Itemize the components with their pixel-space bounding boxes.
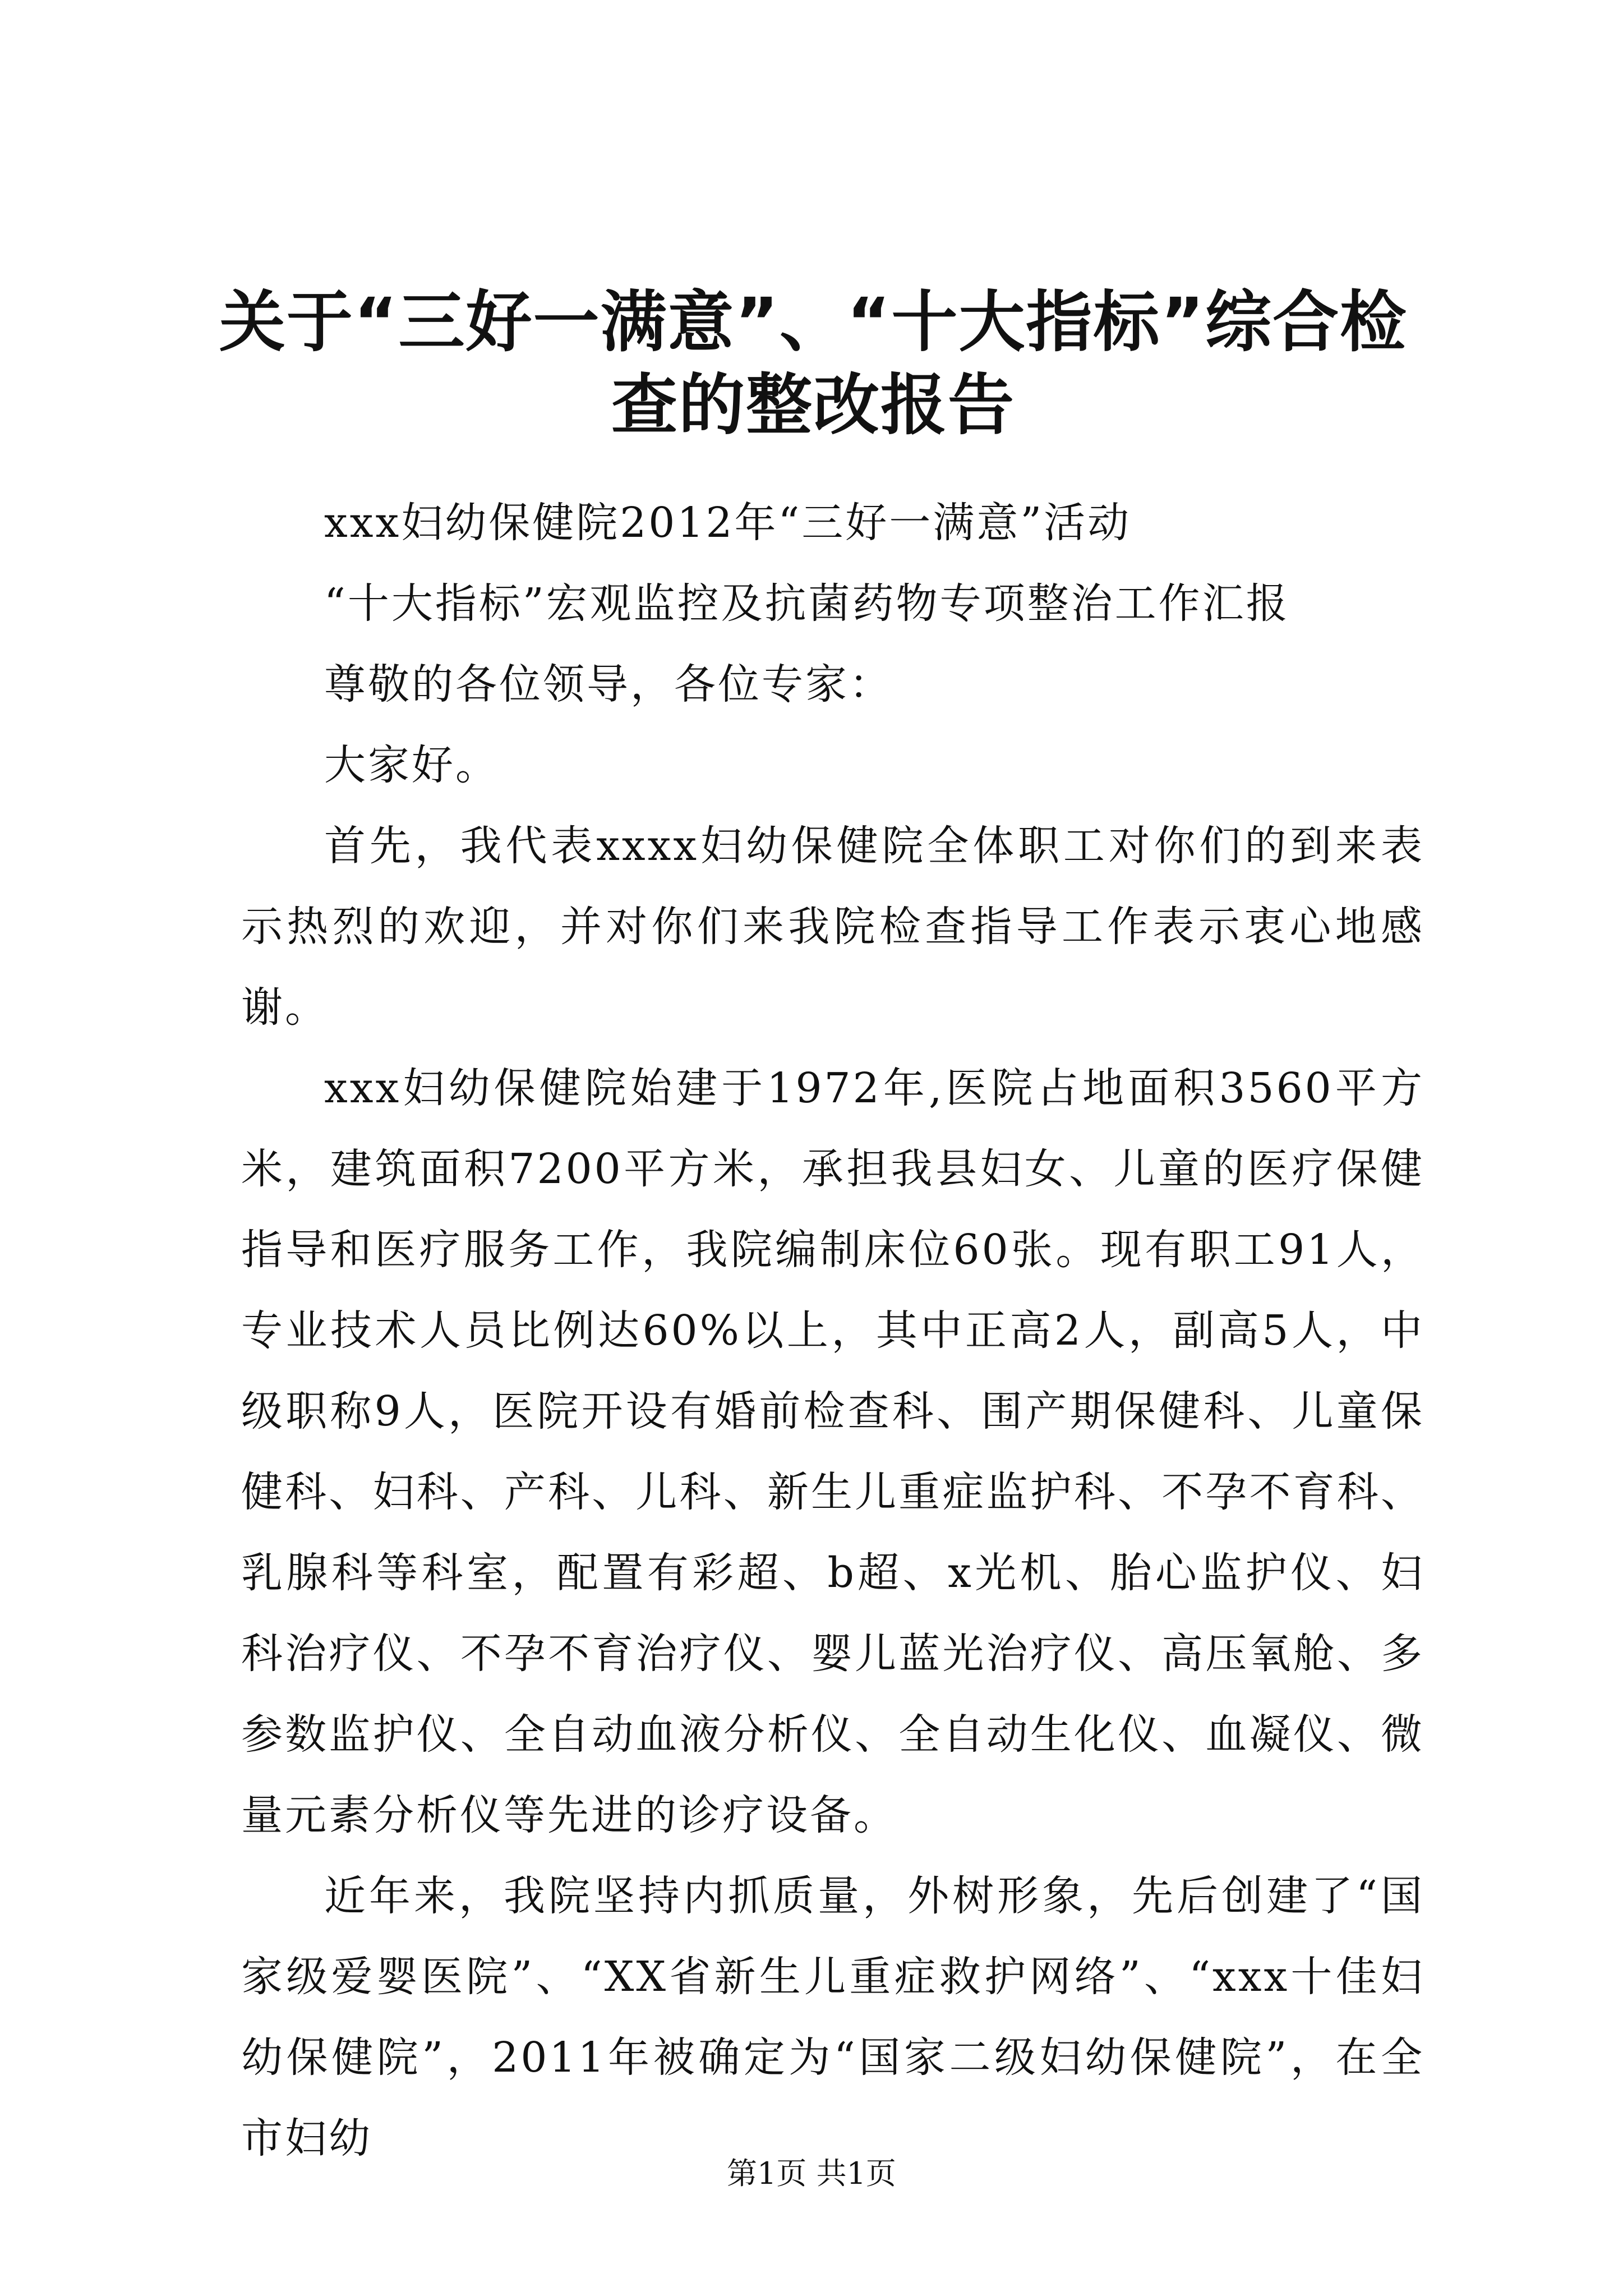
paragraph-hospital-overview: xxx妇幼保健院始建于1972年,医院占地面积3560平方米，建筑面积7200平方米，承担我县妇女、儿童的医疗保健指导和医疗服务工作，我院编制床位60张。现有职工91人，专业技术人员比例达60%以上，其中正高2人，副高5人，中级职称9人，医院开设有婚前检查科、围产期保健科、儿童保健科、妇科、产科、儿科、新生儿重症监护科、不孕不育科、乳腺科等科室，配置有彩超、b超、x光机、胎心监护仪、妇科治疗仪、不孕不育治疗仪、婴儿蓝光治疗仪、高压氧舱、多参数监护仪、全自动血液分析仪、全自动生化仪、血凝仪、微量元素分析仪等先进的诊疗设备。 [241, 1064, 1424, 1839]
paragraph-subtitle-1: xxx妇幼保健院2012年“三好一满意”活动 [324, 499, 1132, 547]
paragraph-salutation: 尊敬的各位领导，各位专家： [324, 660, 893, 708]
paragraph-achievements: 近年来，我院坚持内抓质量，外树形象，先后创建了“国家级爱婴医院”、“XX省新生儿重症救护网络”、“xxx十佳妇幼保健院”，2011年被确定为“国家二级妇幼保健院”，在全市妇幼 [241, 1872, 1424, 2162]
document-body [241, 482, 1424, 2179]
paragraph-greeting: 大家好。 [324, 741, 499, 789]
paragraph-welcome: 首先，我代表xxxx妇幼保健院全体职工对你们的到来表示热烈的欢迎，并对你们来我院检查指导工作表示衷心地感谢。 [241, 822, 1424, 1032]
page-footer: 第1页 共1页 [727, 2156, 896, 2191]
paragraph-subtitle-2: “十大指标”宏观监控及抗菌药物专项整治工作汇报 [324, 579, 1290, 628]
document-title: 关于“三好一满意”、“十大指标”综合检查的整改报告 [219, 283, 1408, 444]
